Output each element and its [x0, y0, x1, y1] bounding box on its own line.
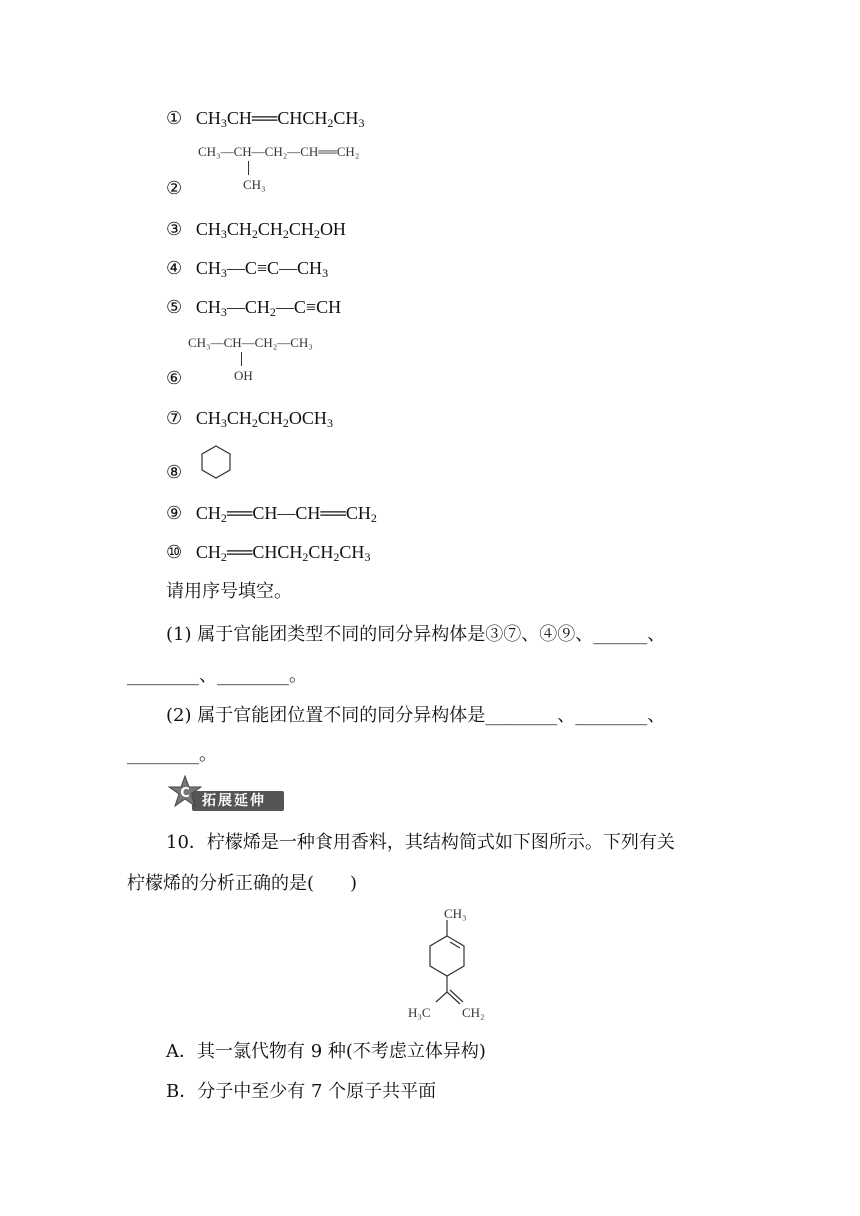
item-formula: $CH_3—C\equiv C—CH_3$ [195, 258, 329, 280]
structure-main-chain: CH₃—CH—CH₂—CH₃ [188, 335, 313, 350]
structure-main-chain: CH₃—CH—CH₂—CH══CH₂ [198, 144, 360, 159]
item-formula: $CH_2══CH—CH══CH_2$ [195, 503, 377, 525]
item-number: ⑥ [166, 368, 183, 389]
item-number: ③ [166, 219, 183, 240]
item-formula: $CH_3CH_2CH_2CH_2OH$ [195, 219, 346, 241]
limonene-bottom-left: H₃C [408, 1005, 431, 1020]
item-10 [166, 541, 370, 564]
item-2-branch-bond [248, 161, 249, 175]
item-2-branch [243, 177, 266, 193]
item-number: ⑤ [166, 297, 183, 318]
item-6-number [166, 368, 182, 390]
option-a: A．其一氯代物有 9 种(不考虑立体异构) [166, 1041, 486, 1062]
limonene-top-methyl: CH₃ [444, 906, 467, 921]
item-number: ① [166, 108, 183, 129]
item-2-number [166, 178, 182, 200]
question-10-line-1: 10．柠檬烯是一种食用香料，其结构简式如下图所示。下列有关 [166, 832, 675, 853]
star-icon [168, 775, 202, 809]
item-5 [166, 296, 341, 319]
item-4 [166, 257, 328, 280]
item-3 [166, 218, 346, 241]
item-formula: $CH_3CH══CHCH_2CH_3$ [195, 108, 365, 130]
structure-branch: CH₃ [243, 177, 266, 192]
section-badge [168, 775, 284, 813]
item-formula: $CH_3—CH_2—C\equiv CH$ [195, 297, 342, 319]
section-badge-label: 拓展延伸 [202, 793, 266, 809]
item-number: ⑦ [166, 408, 183, 429]
item-formula: $CH_2══CHCH_2CH_2CH_3$ [195, 542, 371, 564]
item-number: ⑧ [166, 462, 183, 483]
item-number: ⑩ [166, 542, 183, 563]
question-2-line-1: (2) 属于官能团位置不同的同分异构体是________、________、 [166, 705, 666, 726]
item-8-number [166, 462, 182, 484]
question-10-line-2: 柠檬烯的分析正确的是( ) [127, 873, 358, 894]
section-badge-bar [192, 791, 284, 811]
question-2-line-2: ________。 [127, 744, 217, 765]
item-1 [166, 107, 364, 130]
instruction: 请用序号填空。 [166, 581, 292, 602]
cyclohexane-structure [198, 444, 234, 480]
item-number: ⑨ [166, 503, 183, 524]
item-6-branch [234, 368, 253, 384]
option-b: B．分子中至少有 7 个原子共平面 [166, 1081, 437, 1102]
item-7 [166, 407, 333, 430]
star-letter: C [180, 786, 190, 801]
item-formula: $CH_3CH_2CH_2OCH_3$ [195, 408, 333, 430]
structure-branch: OH [234, 368, 253, 383]
question-1-line-1: (1) 属于官能团类型不同的同分异构体是③⑦、④⑨、______、 [166, 624, 666, 645]
item-6-structure [188, 335, 313, 351]
item-6-branch-bond [241, 352, 242, 366]
item-number: ② [166, 178, 183, 199]
item-2-structure [198, 144, 359, 160]
limonene-structure [400, 904, 510, 1024]
item-number: ④ [166, 258, 183, 279]
limonene-bottom-right: CH₂ [462, 1005, 485, 1020]
question-1-line-2: ________、________。 [127, 665, 307, 686]
item-9 [166, 502, 377, 525]
